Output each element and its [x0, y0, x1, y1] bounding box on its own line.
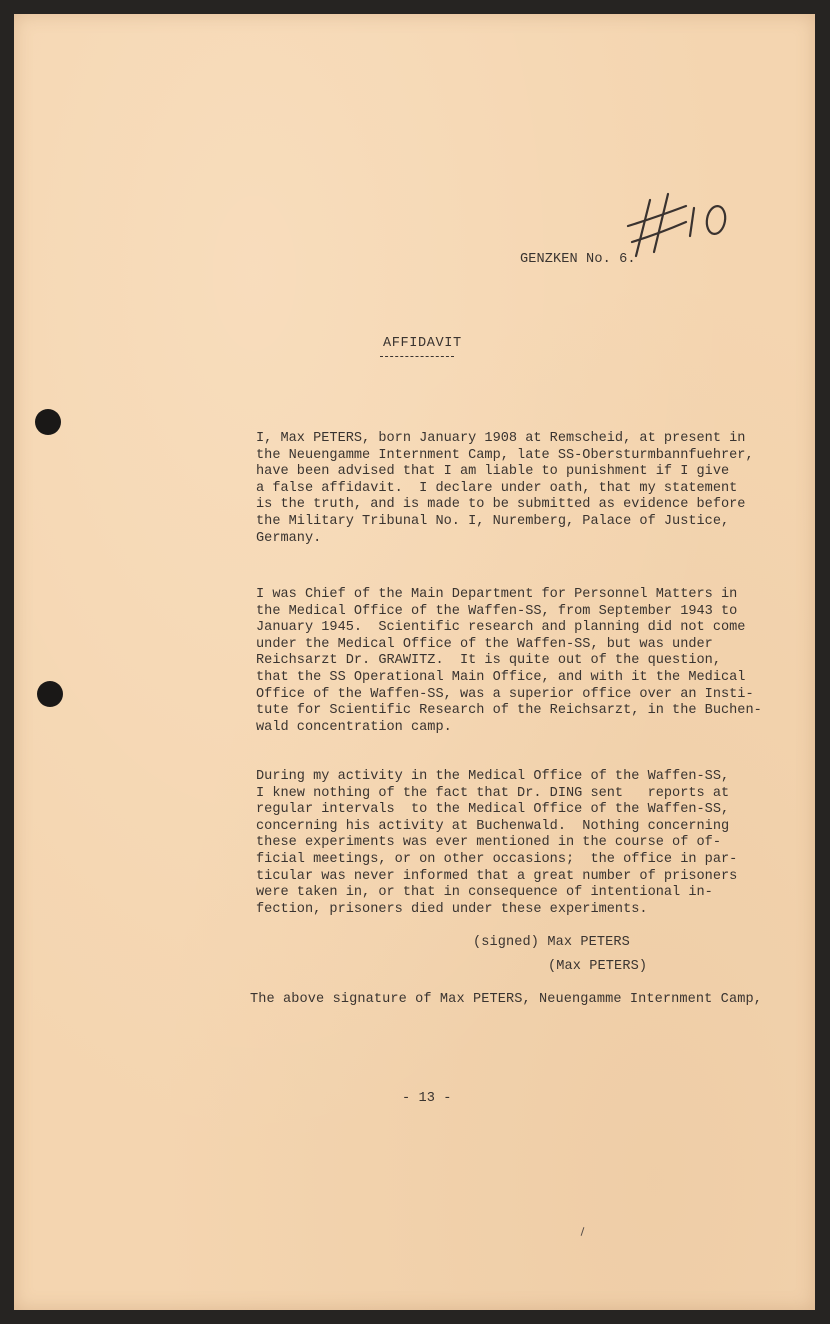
page-number: - 13 -: [402, 1091, 452, 1106]
paragraph-position: I was Chief of the Main Department for Personnel Matters in the Medical Office of the Waffen-SS, from September 1943 to January 1945. Scientific research and planning did not come under the Medical Office of the Waffen-SS, but was under Reichsarzt Dr. GRAWITZ. It is quite out of the question, that the SS Operational Main Office, and with it the Medical Office of the Waffen-SS, was a superior office over an Insti- tute for Scientific Research of the Reichsarzt, in the Buchen- wald concentration camp.: [256, 587, 762, 735]
signature-name: (Max PETERS): [548, 959, 648, 974]
signature-line: (signed) Max PETERS: [473, 935, 630, 950]
document-page: [14, 14, 815, 1310]
title-underline: [380, 356, 454, 357]
reference-number: GENZKEN No. 6.: [520, 252, 636, 267]
document-title: AFFIDAVIT: [383, 336, 462, 351]
attestation-line: The above signature of Max PETERS, Neuengamme Internment Camp,: [250, 992, 762, 1007]
pen-mark: [581, 1227, 585, 1236]
paragraph-knowledge: During my activity in the Medical Office of the Waffen-SS, I knew nothing of the fact that Dr. DING sent reports at regular intervals to the Medical Office of the Waffen-SS, concerning his activity at Buchenwald. Nothing concerning these experiments was ever mentioned in the course of of- ficial meetings, or on other occasions; the office in par- ticular was never informed that a great number of prisoners were taken in, or that in consequence of intentional in- fection, prisoners died under these experiments.: [256, 769, 738, 917]
handwritten-mark: [624, 190, 734, 260]
punch-hole: [35, 409, 61, 435]
punch-hole: [37, 681, 63, 707]
paragraph-oath: I, Max PETERS, born January 1908 at Remscheid, at present in the Neuengamme Internment Camp, late SS-Obersturmbannfuehrer, have been advised that I am liable to punishment if I give a false affidavit. I declare under oath, that my statement is the truth, and is made to be submitted as evidence before the Military Tribunal No. I, Nuremberg, Palace of Justice, Germany.: [256, 431, 754, 546]
